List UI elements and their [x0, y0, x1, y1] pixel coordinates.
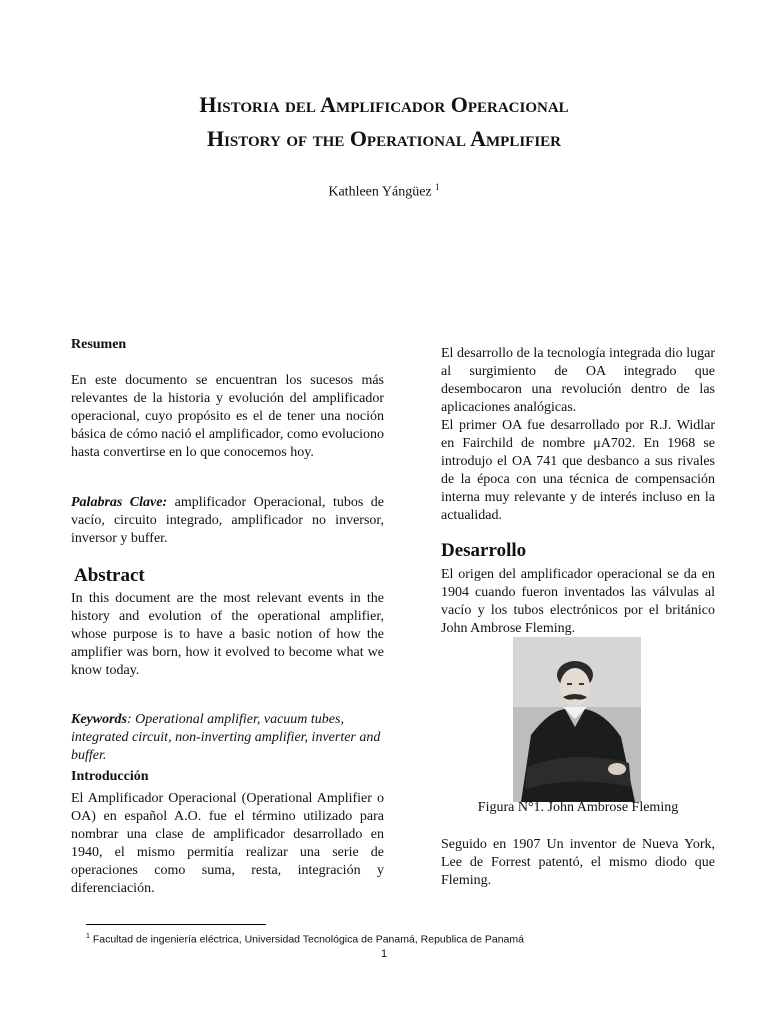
footnote — [86, 933, 524, 946]
keywords — [71, 711, 384, 765]
author — [0, 182, 768, 201]
figure-caption: Figura N°1. John Ambrose Fleming — [477, 800, 679, 815]
resumen-heading: Resumen — [71, 337, 127, 352]
keywords-text: : Operational amplifier, vacuum tubes, integrated circuit, non-inverting amplifier, inverter and buffer. — [71, 712, 381, 763]
author-name: Kathleen Yángüez — [328, 184, 436, 200]
desarrollo-heading: Desarrollo — [441, 540, 527, 561]
right-intro-paragraph-2: El primer OA fue desarrollado por R.J. Widlar en Fairchild de nombre μA702. En 1968 se introdujo el OA 741 que desbanco a sus rivales de la época con una técnica de compensación interna muy relevante y de interés incluso en la actualidad. — [441, 418, 715, 523]
portrait-illustration — [513, 637, 641, 802]
right-intro-paragraph-1: El desarrollo de la tecnología integrada dio lugar al surgimiento de OA integrado que desembocaron una revolución dentro de las aplicaciones analógicas. — [441, 346, 715, 415]
title-english: History of the Operational Amplifier — [206, 126, 562, 151]
desarrollo-body: El origen del amplificador operacional se da en 1904 cuando fueron inventados las válvulas al vacío y los tubos electrónicos por el británico John Ambrose Fleming. — [441, 567, 715, 636]
author-footnote-mark: 1 — [435, 182, 440, 192]
title-spanish: Historia del Amplificador Operacional — [199, 92, 569, 117]
resumen-body: En este documento se encuentran los sucesos más relevantes de la historia y evolución del amplificador operacional, cuyo propósito es el de tener una noción básica de cómo nació el amplificador, como evoluciono hasta convertirse en lo que conocemos hoy. — [71, 373, 384, 460]
abstract-heading: Abstract — [74, 565, 145, 586]
page-number: 1 — [380, 948, 388, 960]
introduccion-body: El Amplificador Operacional (Operational Amplifier o OA) en español A.O. fue el término utilizado para nombrar una clase de amplificador desarrollado en 1940, el mismo permitía realizar una serie de operaciones como suma, resta, integración y diferenciación. — [71, 791, 384, 896]
after-figure-paragraph: Seguido en 1907 Un inventor de Nueva York, Lee de Forrest patentó, el mismo diodo que Fleming. — [441, 837, 715, 888]
footnote-mark: 1 — [86, 933, 90, 940]
palabras-clave-text: amplificador Operacional, tubos de vacío, circuito integrado, amplificador no inversor, inversor y buffer. — [71, 495, 385, 546]
footnote-divider — [86, 924, 266, 925]
footnote-text: Facultad de ingeniería eléctrica, Universidad Tecnológica de Panamá, Republica de Panamá — [89, 933, 524, 946]
fleming-portrait — [513, 637, 641, 802]
introduccion-heading: Introducción — [71, 769, 149, 784]
palabras-clave-label: Palabras Clave: — [71, 495, 168, 510]
palabras-clave — [71, 494, 384, 548]
abstract-body: In this document are the most relevant events in the history and evolution of the operational amplifier, whose purpose is to have a basic notion of how the amplifier was born, how it evolved to become what we know today. — [71, 591, 384, 678]
keywords-label: Keywords — [71, 712, 127, 727]
